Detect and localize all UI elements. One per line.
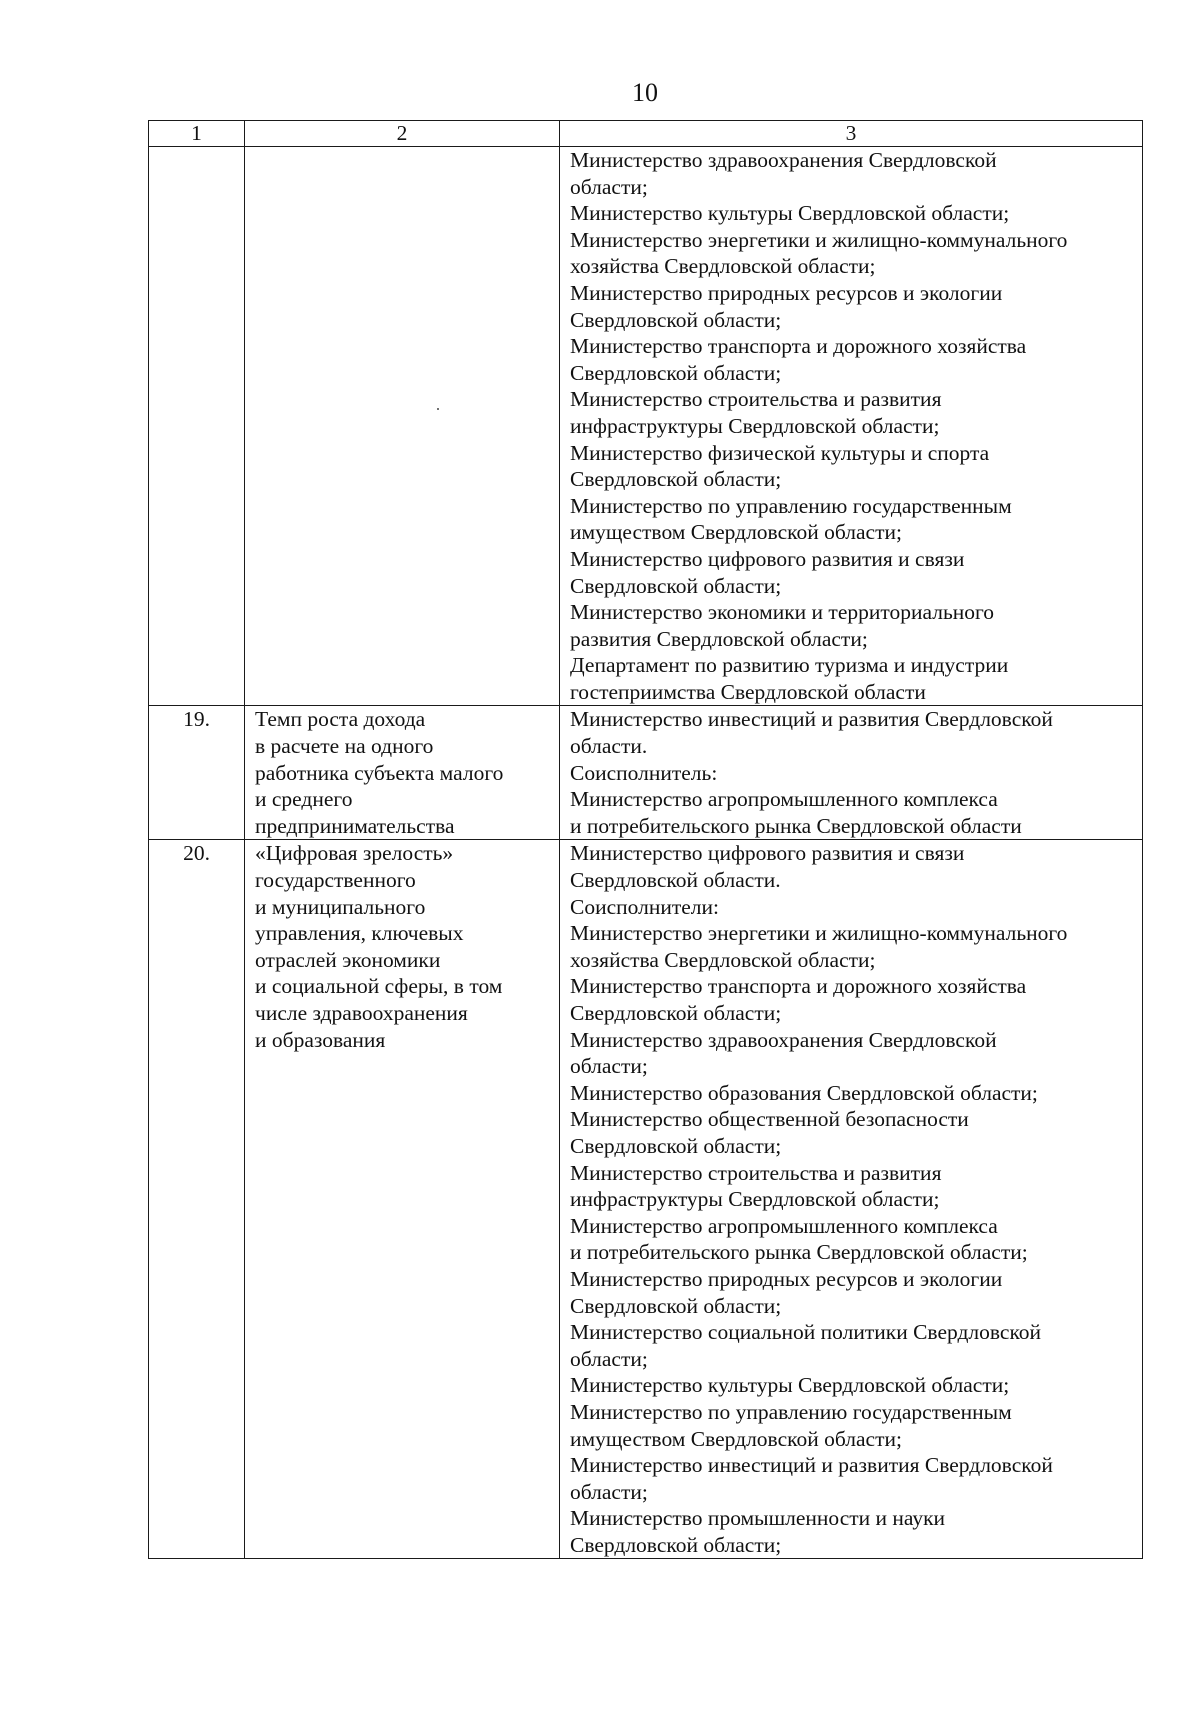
row-number-cell: 20.: [149, 840, 245, 1559]
cell-text-line: области.: [570, 734, 648, 759]
cell-text-line: Министерство энергетики и жилищно-коммунального: [570, 227, 1068, 252]
cell-text-line: инфраструктуры Свердловской области;: [570, 413, 940, 438]
cell-text-line: имуществом Свердловской области;: [570, 1426, 902, 1451]
cell-text-line: и социальной сферы, в том: [255, 974, 503, 999]
cell-text-line: гостеприимства Свердловской области: [570, 679, 926, 704]
cell-text-line: управления, ключевых: [255, 921, 464, 946]
cell-text-line: Министерство здравоохранения Свердловской: [570, 1027, 997, 1052]
header-cell-number: 1: [149, 121, 245, 147]
cell-text-line: отраслей экономики: [255, 947, 441, 972]
executors-cell: [560, 840, 1143, 1559]
cell-text-line: Министерство строительства и развития: [570, 1160, 942, 1185]
cell-text-line: Министерство инвестиций и развития Свердловской: [570, 707, 1053, 732]
cell-text-line: развития Свердловской области;: [570, 626, 868, 651]
row-number-cell: [149, 147, 245, 706]
header-cell-indicator: 2: [245, 121, 560, 147]
cell-text-line: Министерство социальной политики Свердловской: [570, 1320, 1042, 1345]
cell-text-line: Свердловской области;: [570, 1133, 782, 1158]
cell-text-line: области;: [570, 1479, 648, 1504]
table-row: [149, 706, 1143, 840]
indicator-cell: [245, 706, 560, 840]
cell-text-line: области;: [570, 174, 648, 199]
cell-text-line: хозяйства Свердловской области;: [570, 947, 876, 972]
cell-text-line: Свердловской области;: [570, 1532, 782, 1557]
cell-text-line: Министерство культуры Свердловской области;: [570, 1373, 1010, 1398]
cell-text-line: хозяйства Свердловской области;: [570, 254, 876, 279]
cell-text-line: области;: [570, 1346, 648, 1371]
cell-text-line: области;: [570, 1054, 648, 1079]
executors-cell: [560, 706, 1143, 840]
cell-text-line: предпринимательства: [255, 813, 455, 838]
executors-cell: [560, 147, 1143, 706]
cell-text-line: Министерство цифрового развития и связи: [570, 546, 965, 571]
cell-text-line: и муниципального: [255, 894, 426, 919]
cell-text-line: Министерство природных ресурсов и экологии: [570, 1266, 1003, 1291]
cell-text-line: государственного: [255, 868, 416, 893]
cell-text-line: Министерство промышленности и науки: [570, 1506, 946, 1531]
cell-text-line: и образования: [255, 1027, 386, 1052]
table-header-row: [149, 121, 1143, 147]
cell-text-line: в расчете на одного: [255, 734, 434, 759]
table-row: [149, 147, 1143, 706]
cell-text-line: Министерство по управлению государственным: [570, 493, 1012, 518]
cell-text-line: Министерство по управлению государственным: [570, 1399, 1012, 1424]
cell-text-line: Министерство образования Свердловской области;: [570, 1080, 1038, 1105]
cell-text-line: и потребительского рынка Свердловской области;: [570, 1240, 1028, 1265]
cell-text-line: Свердловской области;: [570, 360, 782, 385]
cell-text-line: Министерство природных ресурсов и экологии: [570, 280, 1003, 305]
cell-text-line: Департамент по развитию туризма и индустрии: [570, 653, 1009, 678]
cell-text-line: инфраструктуры Свердловской области;: [570, 1187, 940, 1212]
cell-text-line: числе здравоохранения: [255, 1001, 468, 1025]
cell-text-line: Свердловской области;: [570, 1001, 782, 1025]
cell-text-line: Министерство энергетики и жилищно-коммунального: [570, 921, 1068, 946]
cell-text-line: Министерство цифрового развития и связи: [570, 841, 965, 866]
indicator-cell: [245, 147, 560, 706]
header-cell-executors: 3: [560, 121, 1143, 147]
cell-text-line: Темп роста дохода: [255, 707, 426, 732]
cell-text-line: Министерство строительства и развития: [570, 387, 942, 412]
cell-text-line: Министерство агропромышленного комплекса: [570, 787, 998, 812]
cell-text-line: Свердловской области;: [570, 467, 782, 492]
cell-text-line: и потребительского рынка Свердловской области: [570, 813, 1022, 838]
cell-text-line: Министерство здравоохранения Свердловской: [570, 148, 997, 172]
cell-text-line: Соисполнитель:: [570, 760, 718, 785]
cell-text-line: Свердловской области.: [570, 868, 781, 893]
cell-text-line: Министерство инвестиций и развития Свердловской: [570, 1453, 1053, 1478]
indicator-cell: [245, 840, 560, 1559]
cell-text-line: Министерство транспорта и дорожного хозяйства: [570, 334, 1027, 359]
cell-text-line: Свердловской области;: [570, 307, 782, 332]
cell-text-line: Министерство культуры Свердловской области;: [570, 201, 1010, 226]
cell-text-line: Свердловской области;: [570, 573, 782, 598]
cell-text-line: и среднего: [255, 787, 353, 812]
cell-text-line: Свердловской области;: [570, 1293, 782, 1318]
row-number-cell: 19.: [149, 706, 245, 840]
page-number: 10: [632, 78, 658, 107]
cell-text-line: Соисполнители:: [570, 894, 719, 919]
cell-text-line: работника субъекта малого: [255, 760, 504, 785]
cell-text-line: Министерство агропромышленного комплекса: [570, 1213, 998, 1238]
cell-text-line: Министерство экономики и территориального: [570, 600, 995, 625]
table-row: [149, 840, 1143, 1559]
cell-text-line: Министерство общественной безопасности: [570, 1107, 969, 1132]
cell-text-line: имуществом Свердловской области;: [570, 520, 902, 545]
executors-table: [148, 120, 1143, 1559]
cell-text-line: Министерство физической культуры и спорта: [570, 440, 990, 465]
cell-text-line: Министерство транспорта и дорожного хозяйства: [570, 974, 1027, 999]
cell-text-line: «Цифровая зрелость»: [255, 841, 454, 866]
